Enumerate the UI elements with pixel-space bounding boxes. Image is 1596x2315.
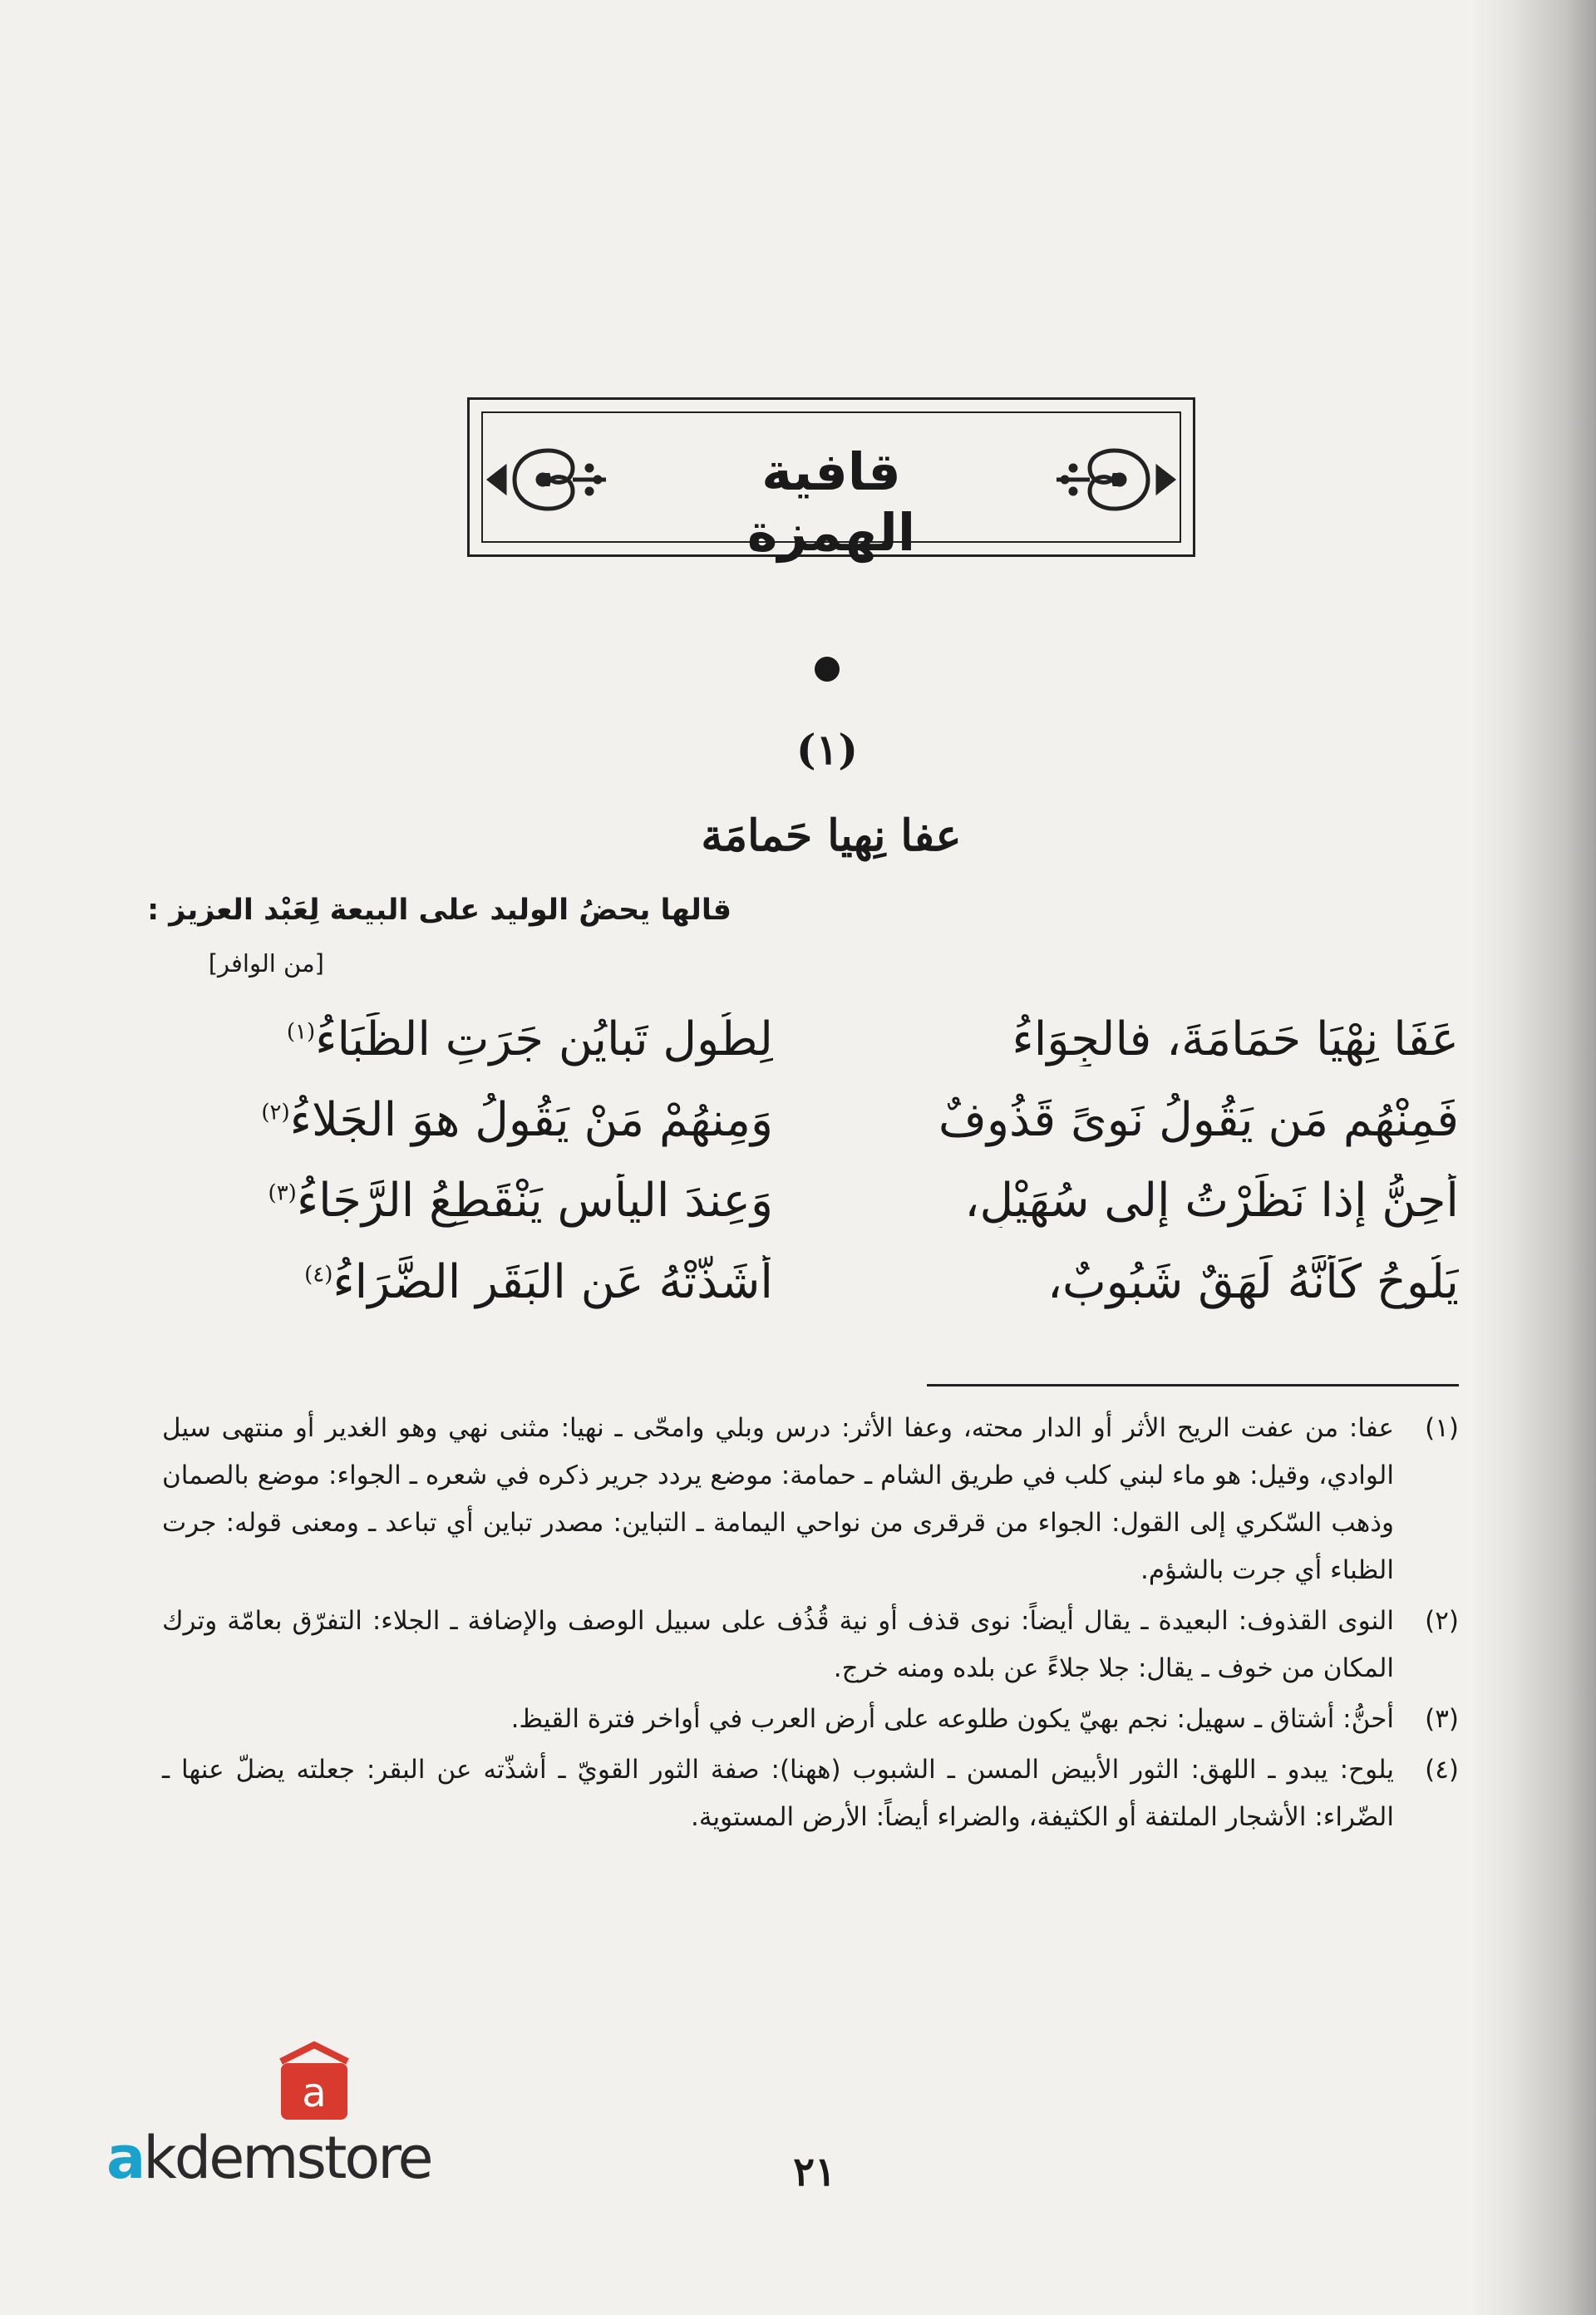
- footnote: [162, 1696, 1459, 1743]
- poem-number: (١): [796, 725, 859, 774]
- watermark-text: akdemstore: [106, 2124, 431, 2192]
- footnotes: [162, 1405, 1459, 1845]
- poem-intro: قالها يحضُ الوليد على البيعة لِعَبْد العزيز :: [147, 894, 732, 927]
- footnote-marker: (٣): [268, 1180, 297, 1206]
- book-badge-icon: [264, 2037, 364, 2128]
- verse-second-half: وَعِندَ اليأسِ يَنْقَطِعُ الرَّجَاءُ$^{(٣)}$: [268, 1174, 773, 1228]
- footnote-marker: (١): [286, 1019, 316, 1045]
- footnote-number: (٣): [1425, 1704, 1459, 1734]
- scroll-ornament-icon: [481, 418, 614, 541]
- chapter-title-frame: [467, 397, 1195, 563]
- footnote-number: (١): [1425, 1413, 1459, 1443]
- footnote-text: يلوح: يبدو ـ اللهق: الثور الأبيض المسن ـ الشبوب (ههنا): صفة الثور القويّ ـ أشذّته عن البقر: جعلته يضلّ عنها ـ الضّراء: الأشجار الملتفة أو الكثيفة، والضراء أيضاً: الأرض المستوية.: [162, 1755, 1394, 1832]
- verse-line: [0, 1255, 1596, 1330]
- footnote-text: النوى القذوف: البعيدة ـ يقال أيضاً: نوى قذف أو نية قُذُف على سبيل الوصف والإضافة ـ الجلاء: التفرّق بعامّة وترك المكان من خوف ـ يقال: جلا جلاءً عن بلده ومنه خرج.: [162, 1606, 1394, 1683]
- verse-second-half: وَمِنهُمْ مَنْ يَقُولُ هوَ الجَلاءُ$^{(٢)}$: [261, 1093, 773, 1147]
- footnote-text: أحنُّ: أشتاق ـ سهيل: نجم بهيّ يكون طلوعه على أرض العرب في أواخر فترة القيظ.: [510, 1704, 1394, 1734]
- verse-first-half: عَفَا نِهْيَا حَمَامَةَ، فالجِوَاءُ: [1012, 1012, 1459, 1066]
- verse-line: [0, 1012, 1596, 1087]
- verse-line: [0, 1174, 1596, 1249]
- poem-title: عفا نِهيا حَمامَة: [701, 810, 962, 861]
- footnote-number: (٢): [1425, 1606, 1459, 1636]
- verse-first-half: أحِنُّ إذا نَظَرْتُ إلى سُهَيْلٍ،: [964, 1174, 1459, 1228]
- bullet-dot-icon: [815, 657, 840, 682]
- verse-line: [0, 1093, 1596, 1168]
- badge-letter: a: [302, 2070, 327, 2116]
- watermark-logo: [106, 2037, 539, 2192]
- footnote: [162, 1598, 1459, 1692]
- footnote: [162, 1405, 1459, 1594]
- footnote-marker: (٢): [261, 1100, 290, 1125]
- footnote-marker: (٤): [304, 1262, 333, 1288]
- footnote: [162, 1746, 1459, 1841]
- verse-first-half: فَمِنْهُم مَن يَقُولُ نَوىً قَذُوفٌ: [938, 1093, 1459, 1147]
- footnote-number: (٤): [1425, 1755, 1459, 1785]
- footnote-divider: [927, 1384, 1459, 1387]
- page-number: ٢١: [793, 2149, 836, 2195]
- verse-second-half: أشَذَّتْهُ عَنِ البَقَرِ الضَّرَاءُ$^{(٤)}$: [304, 1255, 773, 1309]
- verse-first-half: يَلُوحُ كَأنَّهُ لَهَقٌ شَبُوبٌ،: [1047, 1255, 1459, 1309]
- footnote-text: عفا: من عفت الريح الأثر أو الدار محته، وعفا الأثر: درس وبلي وامحّى ـ نهيا: مثنى نهي وهو الغدير أو منتهى سيل الوادي، وقيل: هو ماء لبني كلب في طريق الشام ـ حمامة: موضع يردد جرير ذكره في شعره ـ الجواء: موضع بالصمان وذهب السّكري إلى القول: الجواء من قرقرى من نواحي اليمامة ـ التباين: مصدر تباين أي تباعد ـ ومعنى قوله: جرت الظباء أي جرت بالشؤم.: [162, 1413, 1394, 1585]
- scroll-ornament-icon: [1048, 418, 1181, 541]
- verse-second-half: لِطُولِ تَبايُنِ جَرَتِ الظِّبَاءُ$^{(١)}$: [286, 1012, 773, 1066]
- poem-meter: [من الوافر]: [208, 949, 324, 978]
- chapter-title: قافية الهمزة: [746, 441, 916, 563]
